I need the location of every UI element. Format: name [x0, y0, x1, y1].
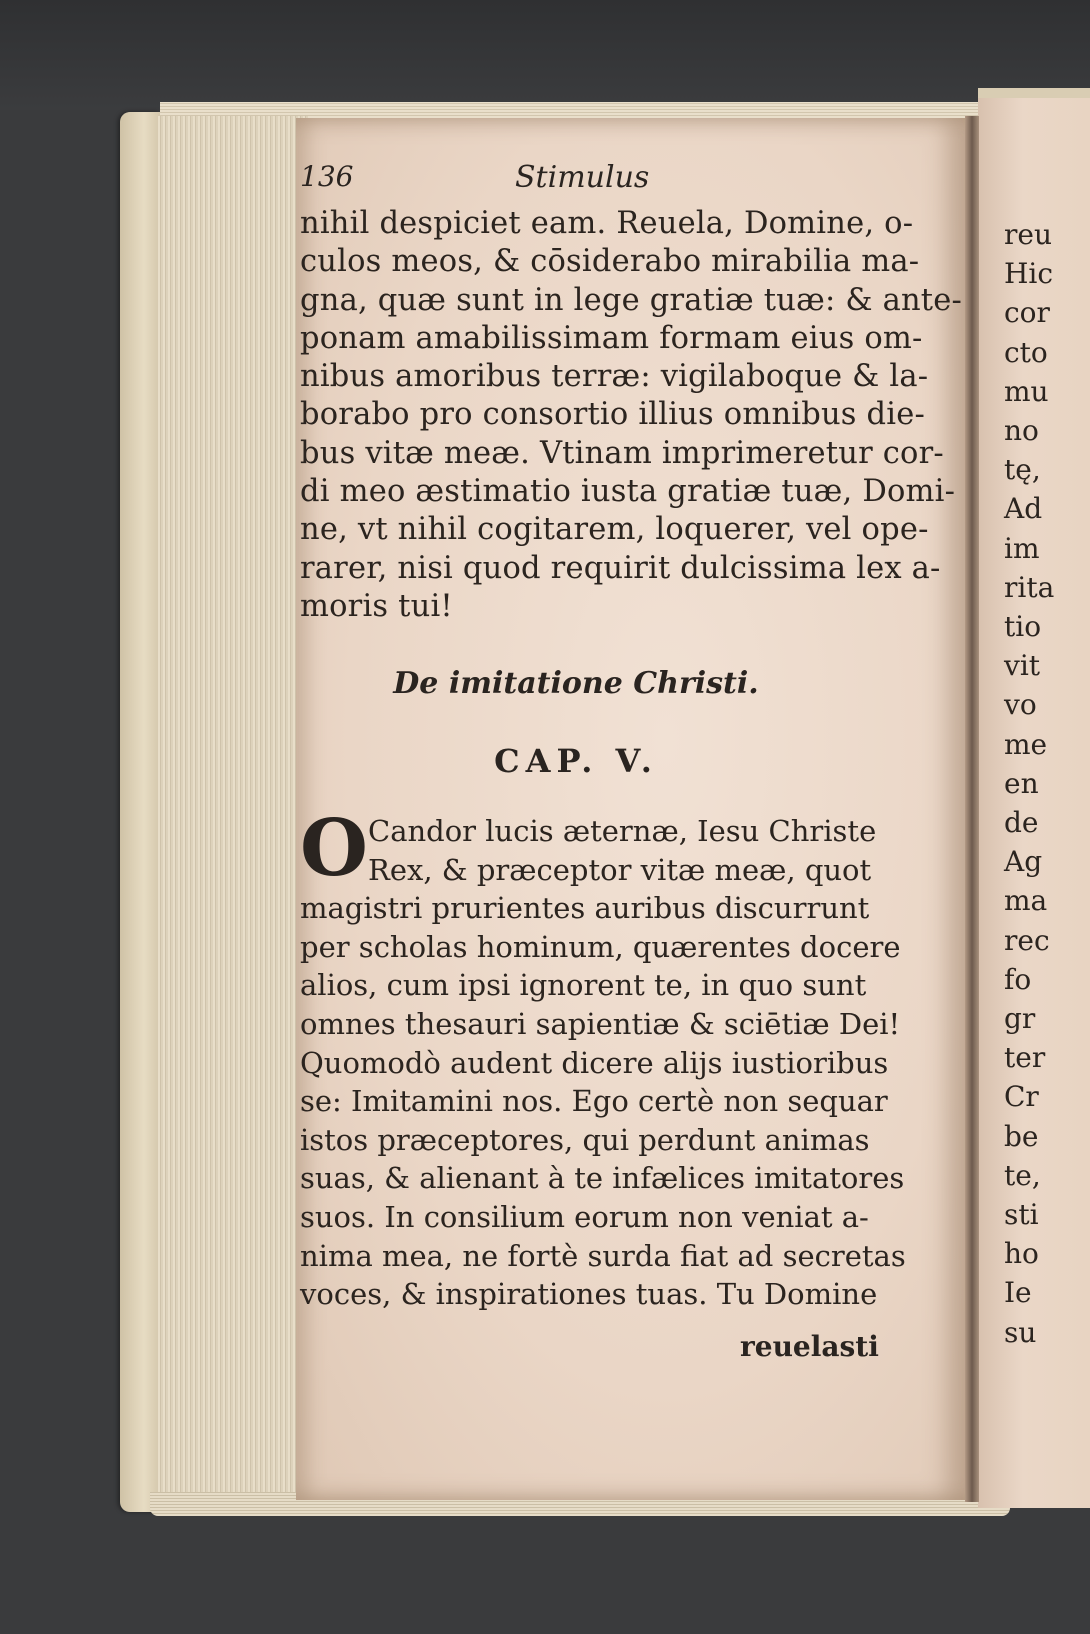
text-fragment: reu	[1004, 218, 1052, 251]
text-fragment: vit	[1004, 649, 1041, 683]
text-line: ponam amabilissimam formam eius om-	[300, 320, 923, 356]
text-line: nima mea, ne fortè surda fiat ad secretas	[300, 1238, 906, 1273]
text-fragment: te,	[1004, 1158, 1041, 1192]
text-fragment: su	[1004, 1315, 1037, 1349]
text-fragment: ho	[1004, 1237, 1039, 1271]
body-paragraph	[300, 205, 963, 626]
text-line: per scholas hominum, quærentes docere	[300, 929, 901, 964]
page-block-fore-edge	[158, 116, 308, 1512]
text-fragment: be	[1004, 1119, 1039, 1153]
text-line: culos meos, & cōsiderabo mirabilia ma-	[300, 244, 920, 280]
running-head: Stimulus	[515, 160, 650, 195]
right-page-text-fragments	[1004, 215, 1055, 1352]
text-fragment: ter	[1004, 1041, 1046, 1075]
text-line: Quomodò audent dicere alijs iustioribus	[300, 1045, 889, 1080]
text-line: suas, & alienant à te infælices imitatores	[300, 1161, 905, 1196]
text-line: suos. In consilium eorum non veniat a-	[300, 1199, 869, 1234]
text-fragment: gr	[1004, 1002, 1036, 1036]
drop-cap-initial: O	[300, 803, 368, 894]
scanner-background	[0, 0, 1090, 110]
text-line: nibus amoribus terræ: vigilaboque & la-	[300, 359, 929, 395]
text-fragment: Ag	[1004, 845, 1043, 879]
catchword: reuelasti	[740, 1330, 879, 1363]
text-line: ne, vt nihil cogitarem, loquerer, vel ope-	[300, 512, 929, 548]
chapter-title: CAP. V.	[494, 742, 658, 780]
text-fragment: me	[1004, 727, 1048, 761]
text-line: moris tui!	[300, 588, 453, 624]
page-number: 136	[300, 160, 354, 193]
text-fragment: rita	[1004, 570, 1055, 604]
text-fragment: rec	[1004, 923, 1050, 957]
text-line: voces, & inspirationes tuas. Tu Domine	[300, 1277, 878, 1312]
text-line: se: Imitamini nos. Ego certè non sequar	[300, 1084, 888, 1119]
text-line: magistri prurientes auribus discurrunt	[300, 891, 870, 926]
text-fragment: sti	[1004, 1198, 1039, 1232]
text-fragment: tio	[1004, 610, 1042, 644]
text-line: nihil despiciet eam. Reuela, Domine, o-	[300, 206, 914, 241]
text-line: Rex, & præceptor vitæ meæ, quot	[368, 852, 872, 887]
text-fragment: vo	[1004, 688, 1037, 722]
text-fragment: ma	[1004, 884, 1048, 918]
text-line: gna, quæ sunt in lege gratiæ tuæ: & ante-	[300, 282, 963, 318]
text-line: Candor lucis æternæ, Iesu Christe	[368, 814, 877, 848]
text-fragment: Ad	[1004, 492, 1043, 526]
text-fragment: de	[1004, 806, 1039, 840]
section-title: De imitatione Christi.	[393, 666, 759, 701]
text-fragment: Hic	[1004, 257, 1054, 291]
text-fragment: no	[1004, 414, 1039, 448]
text-fragment: mu	[1004, 374, 1049, 408]
text-fragment: Cr	[1004, 1080, 1039, 1114]
text-fragment: Ie	[1004, 1276, 1032, 1310]
text-line: bus vitæ meæ. Vtinam imprimeretur cor-	[300, 435, 944, 471]
text-line: di meo æstimatio iusta gratiæ tuæ, Domi-	[300, 474, 956, 510]
text-fragment: cto	[1004, 335, 1048, 369]
text-fragment: tę,	[1004, 453, 1041, 487]
page-header	[300, 160, 830, 200]
text-line: borabo pro consortio illius omnibus die-	[300, 397, 925, 433]
book-cover-edge	[120, 112, 160, 1512]
text-line: rarer, nisi quod requirit dulcissima lex a-	[300, 550, 941, 586]
text-line: omnes thesauri sapientiæ & sciētiæ Dei!	[300, 1006, 901, 1041]
text-line: alios, cum ipsi ignorent te, in quo sunt	[300, 968, 867, 1003]
book-gutter	[965, 116, 979, 1502]
text-line: istos præceptores, qui perdunt animas	[300, 1122, 870, 1157]
text-fragment: cor	[1004, 296, 1050, 330]
text-fragment: fo	[1004, 962, 1032, 996]
chapter-paragraph	[300, 803, 906, 1314]
text-fragment: en	[1004, 766, 1039, 800]
text-fragment: im	[1004, 531, 1040, 565]
